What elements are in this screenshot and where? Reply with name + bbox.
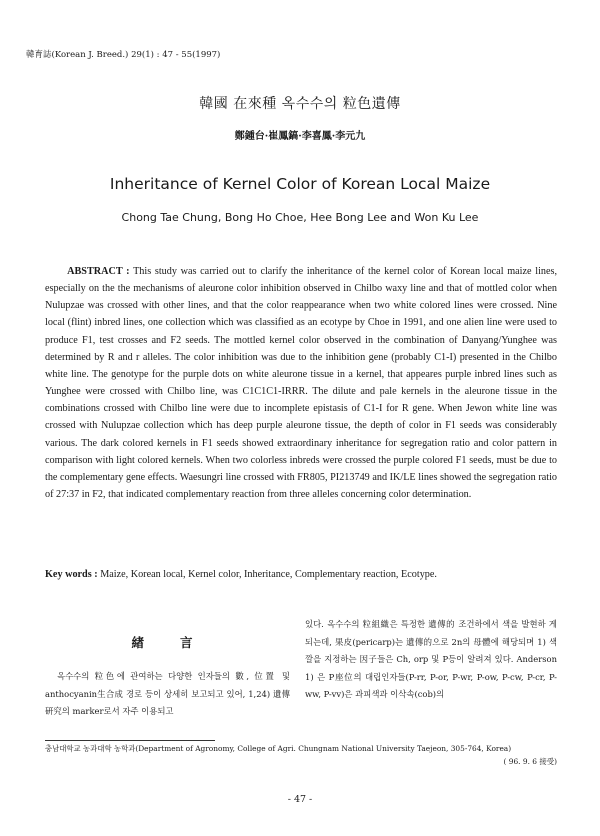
english-authors: Chong Tae Chung, Bong Ho Choe, Hee Bong Lee and Won Ku Lee (121, 211, 479, 224)
journal-reference: 韓育誌(Korean J. Breed.) 29(1) : 47 - 55(1997) (26, 50, 221, 60)
body-right-paragraph: 있다. 옥수수의 粒組織은 특정한 遺傳的 조건하에서 색을 발현하 게 되는데, 果皮(pericarp)는 遺傳的으로 2n의 母體에 해당되며 1) 색깔을 지정하는 因子들은 Ch, orp 및 P등이 알려져 있다. Anderson 1) 은 P座位의 대립인자들(P-rr, P-or, P-wr, P-ow, P-cw, P-cr, P-ww, P-vv)은 과피색과 이삭속(cob)의 (305, 619, 557, 699)
abstract-label: ABSTRACT : (67, 266, 130, 277)
english-title: Inheritance of Kernel Color of Korean Local Maize (109, 175, 491, 193)
affiliation-footnote: 충남대학교 농과대학 농학과(Department of Agronomy, College of Agri. Chungnam National University Taejeon, 305-764, Korea) (45, 744, 512, 753)
abstract-text: This study was carried out to clarify the inheritance of the kernel color of Korean local maize lines, especially on the the mechanisms of aleurone color inhibition observed in Chilbo waxy line and that of mottled color when Nulupzae was crossed with other lines, and that the color reappearance when two white colored lines were crossed. Nine local (flint) inbred lines, one collection which was classified as an ecotype by Choe in 1991, and one alien line were used to produce F1, test crosses and F2 seeds. The mottled kernel color observed in the combination of Danyang/Yunghee was determined by R and r alleles. The color inhibition was due to the inhibition gene (probably C1-I) presented in the Chilbo white line. The genotype for the purple dots on white aleurone tissue in a kernel, that appeares purple inbred lines such as Yunghee were crossed with Chilbo line, was C1C1C1-IRRR. The dilute and pale kernels in the aleurone tissue in the combinations crossed with Chilbo line were due to incomplete epistasis of C1-I for R gene. When Jewon white line was crossed with Nulupzae collection which has deep purple aleurone tissue, the depth of color in F1 seeds was considerably various. The dark colored kernels in F1 seeds showed extraordinary inheritance for segregation ratio and color pattern in comparison with light colored kernels. When two colorless inbreds were crossed the purple colored F1 seeds, must be due to the complementary gene effects. Waesungri line crossed with FR805, PI213749 and IK/LE lines showed the segregation ratio of 27:37 in F2, that indicated complementary reaction from three alleles concerning color determination. (45, 266, 558, 501)
section-heading-introduction: 緖言 (131, 635, 229, 650)
body-left-column (45, 668, 290, 721)
keywords-block (45, 569, 557, 580)
body-left-paragraph: 옥수수의 粒色에 관여하는 다양한 인자들의 數, 位置 및 anthocyanin生合成 경로 등이 상세히 보고되고 있어, 1,24) 遺傳 硏究의 marker로서 자주 이용되고 (45, 671, 290, 716)
abstract-block (45, 263, 557, 503)
korean-title: 韓國 在來種 옥수수의 粒色遺傳 (199, 96, 401, 112)
page-number: - 47 - (287, 794, 313, 805)
keywords-label: Key words : (45, 569, 98, 580)
received-date: ( 96. 9. 6 接受) (503, 757, 557, 766)
body-right-column (305, 616, 557, 704)
keywords-text: Maize, Korean local, Kernel color, Inheritance, Complementary reaction, Ecotype. (100, 569, 437, 580)
korean-authors: 鄭鍾台·崔鳳鎬·李喜鳳·李元九 (234, 131, 366, 142)
footnote-divider (45, 740, 215, 741)
